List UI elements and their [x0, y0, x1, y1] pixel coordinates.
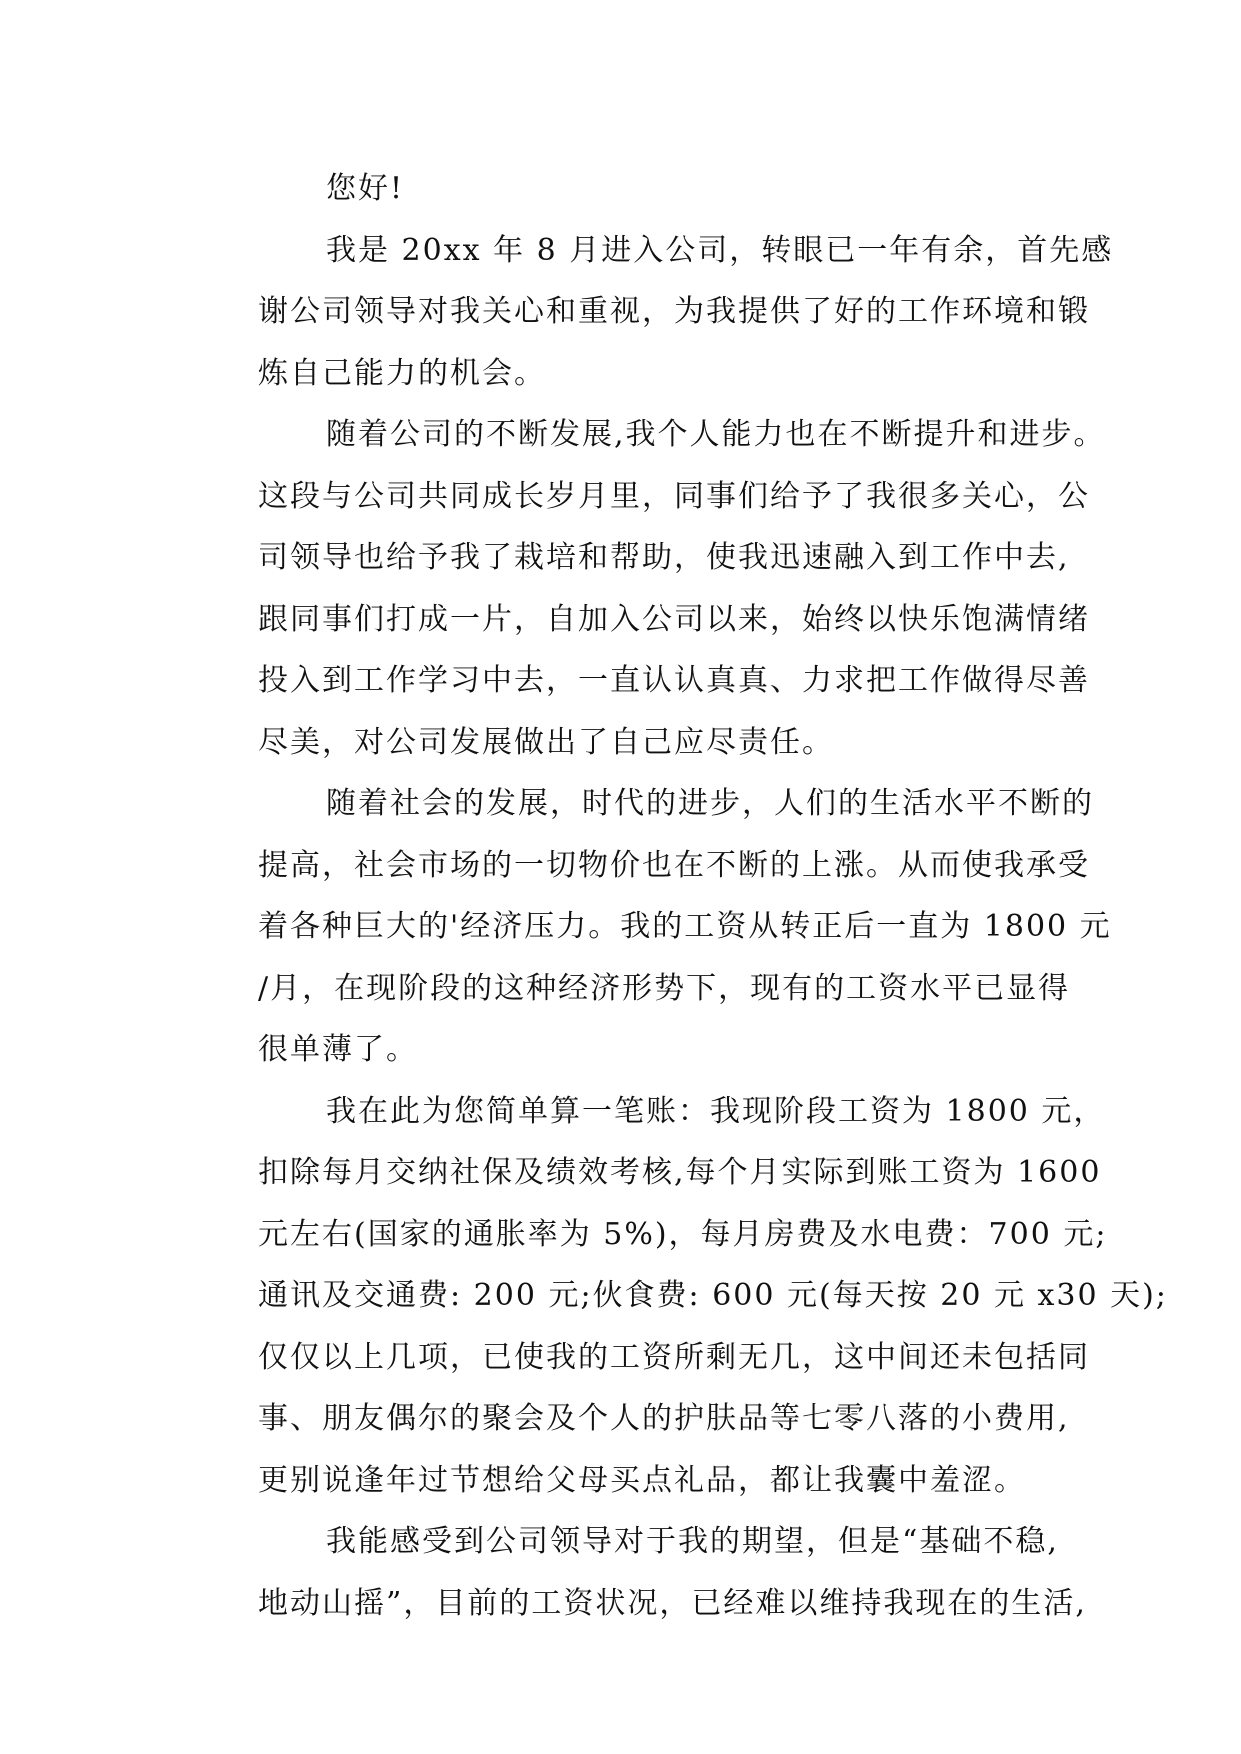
text-line: 事、朋友偶尔的聚会及个人的护肤品等七零八落的小费用,	[258, 1401, 1070, 1436]
text-line: 着各种巨大的'经济压力。我的工资从转正后一直为 1800 元	[258, 909, 1112, 944]
text-line: 投入到工作学习中去，一直认认真真、力求把工作做得尽善	[258, 663, 1090, 698]
text-line: 我在此为您简单算一笔账：我现阶段工资为 1800 元，	[326, 1093, 1106, 1129]
text-line: 跟同事们打成一片，自加入公司以来，始终以快乐饱满情绪	[258, 601, 1090, 637]
text-line: 司领导也给予我了栽培和帮助，使我迅速融入到工作中去,	[258, 540, 1070, 575]
text-line: 地动山摇”，目前的工资状况，已经难以维持我现在的生活,	[258, 1585, 1087, 1621]
paragraph-economic-pressure	[190, 773, 1112, 1081]
paragraph-expense-account	[190, 1081, 1168, 1512]
text-line: 很单薄了。	[258, 1032, 418, 1067]
letter-body	[190, 158, 1168, 1634]
text-line: 这段与公司共同成长岁月里，同事们给予了我很多关心，公	[258, 478, 1090, 514]
text-line: 仅仅以上几项，已使我的工资所剩无几，这中间还未包括同	[258, 1339, 1090, 1375]
text-line: 我是 20xx 年 8 月进入公司，转眼已一年有余，首先感	[326, 232, 1114, 268]
paragraph-introduction	[190, 220, 1114, 405]
text-line: 元左右(国家的通胀率为 5%)，每月房费及水电费：700 元;	[258, 1216, 1108, 1252]
text-line: /月，在现阶段的这种经济形势下，现有的工资水平已显得	[258, 970, 1071, 1006]
text-line: 您好!	[326, 171, 405, 206]
text-line: 通讯及交通费: 200 元;伙食费: 600 元(每天按 20 元 x30 天);	[258, 1278, 1168, 1313]
paragraph-greeting	[190, 158, 1048, 220]
text-line: 更别说逢年过节想给父母买点礼品，都让我囊中羞涩。	[258, 1462, 1026, 1498]
text-line: 炼自己能力的机会。	[258, 355, 546, 391]
text-line: 随着公司的不断发展,我个人能力也在不断提升和进步。	[326, 417, 1106, 452]
text-line: 提高，社会市场的一切物价也在不断的上涨。从而使我承受	[258, 847, 1090, 883]
paragraph-expectation	[190, 1511, 1087, 1634]
text-line: 尽美，对公司发展做出了自己应尽责任。	[258, 724, 834, 760]
text-line: 随着社会的发展，时代的进步，人们的生活水平不断的	[326, 786, 1094, 821]
text-line: 谢公司领导对我关心和重视，为我提供了好的工作环境和锻	[258, 294, 1090, 329]
text-line: 我能感受到公司领导对于我的期望，但是“基础不稳,	[326, 1524, 1059, 1559]
paragraph-growth	[190, 404, 1106, 773]
text-line: 扣除每月交纳社保及绩效考核,每个月实际到账工资为 1600	[258, 1155, 1102, 1190]
